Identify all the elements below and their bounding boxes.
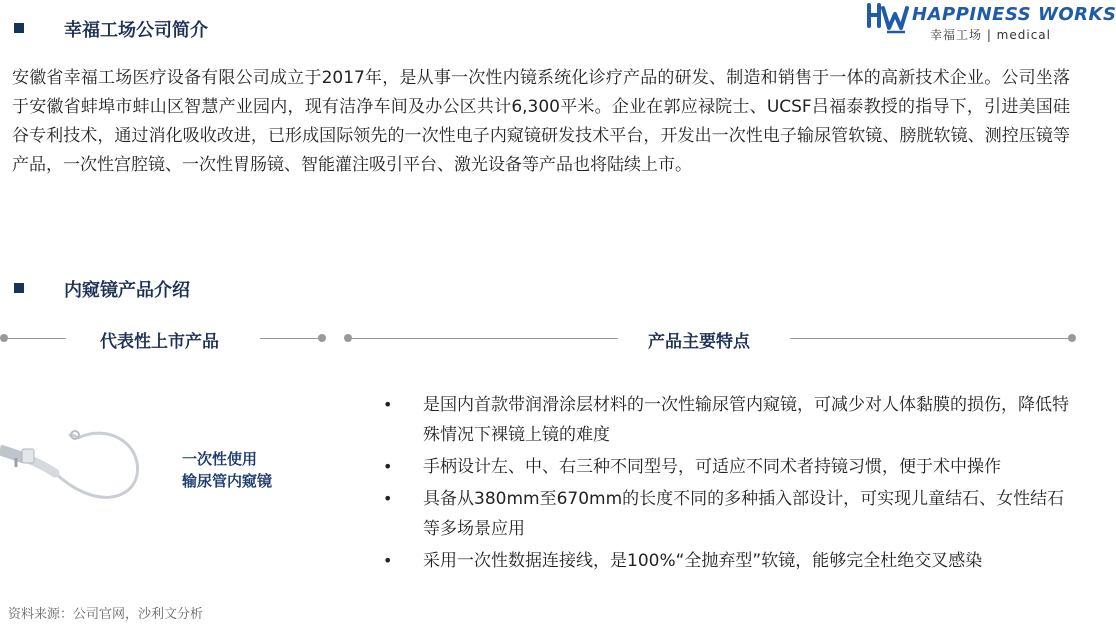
feature-list bbox=[383, 390, 1073, 578]
section-title-company: 幸福工场公司简介 bbox=[64, 20, 208, 41]
bullet-icon: • bbox=[383, 457, 393, 476]
bullet-icon: • bbox=[383, 489, 393, 508]
column-header-products: 代表性上市产品 bbox=[100, 332, 219, 352]
divider-line bbox=[790, 338, 1070, 339]
happiness-works-logo-icon bbox=[865, 2, 909, 38]
divider-line bbox=[4, 338, 66, 339]
divider-dot bbox=[318, 334, 326, 342]
product-name bbox=[182, 448, 272, 492]
bullet-icon: • bbox=[383, 395, 393, 414]
logo-english-text: HAPPINESS WORKS bbox=[912, 4, 1116, 25]
product-name-line1: 一次性使用 bbox=[182, 450, 258, 468]
feature-text: 是国内首款带润滑涂层材料的一次性输尿管内窥镜，可减少对人体黏膜的损伤，降低特殊情况下裸镜上镜的难度 bbox=[423, 395, 1069, 445]
divider-line bbox=[348, 338, 618, 339]
bullet-icon: • bbox=[383, 551, 393, 570]
source-note: 资料来源：公司官网，沙利文分析 bbox=[8, 607, 204, 622]
column-header-features: 产品主要特点 bbox=[648, 332, 750, 352]
feature-item bbox=[383, 484, 1073, 544]
ureteroscope-product-image bbox=[0, 405, 155, 520]
section-title-products: 内窥镜产品介绍 bbox=[64, 280, 190, 301]
divider-line bbox=[260, 338, 320, 339]
section-marker bbox=[14, 283, 24, 293]
company-intro-paragraph: 安徽省幸福工场医疗设备有限公司成立于2017年，是从事一次性内镜系统化诊疗产品的研发、制造和销售于一体的高新技术企业。公司坐落于安徽省蚌埠市蚌山区智慧产业园内，现有洁净车间及办公区共计6,300平米。企业在郭应禄院士、UCSF吕福泰教授的指导下，引进美国硅谷专利技术，通过消化吸收改进，已形成国际领先的一次性电子内窥镜研发技术平台，开发出一次性电子输尿管软镜、膀胱软镜、测控压镜等产品，一次性宫腔镜、一次性胃肠镜、智能灌注吸引平台、激光设备等产品也将陆续上市。 bbox=[12, 68, 1070, 175]
feature-item bbox=[383, 546, 1073, 576]
feature-item bbox=[383, 390, 1073, 450]
feature-text: 手柄设计左、中、右三种不同型号，可适应不同术者持镜习惯，便于术中操作 bbox=[423, 457, 1001, 477]
logo-chinese-text: 幸福工场 | medical bbox=[930, 28, 1051, 42]
feature-item bbox=[383, 452, 1073, 482]
feature-text: 具备从380mm至670mm的长度不同的多种插入部设计，可实现儿童结石、女性结石等多场景应用 bbox=[423, 489, 1065, 539]
product-name-line2: 输尿管内窥镜 bbox=[182, 472, 273, 490]
divider-dot bbox=[1068, 334, 1076, 342]
feature-text: 采用一次性数据连接线，是100%“全抛弃型”软镜，能够完全杜绝交叉感染 bbox=[423, 551, 983, 571]
section-marker bbox=[14, 23, 24, 33]
